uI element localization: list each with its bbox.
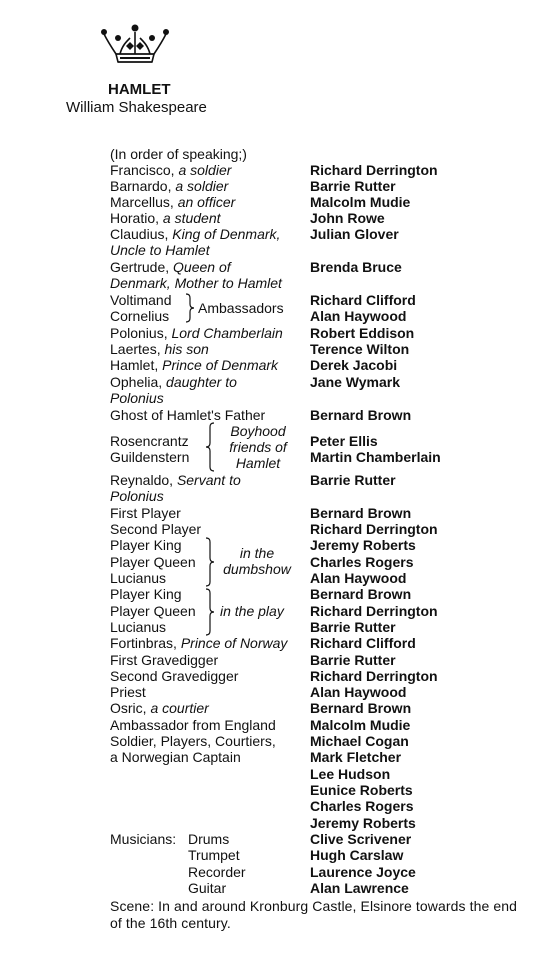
actor-name: Bernard Brown [310,700,412,716]
actor-name: Bernard Brown [310,407,412,423]
role-line-continued [110,242,210,258]
actor-name: Terence Wilton [310,341,410,357]
actor-name: Richard Clifford [310,635,416,651]
musicians-label: Musicians: [110,831,177,847]
role-name: Soldier, Players, Courtiers, [110,733,276,749]
actor-name: Hugh Carslaw [310,847,404,863]
role-description: a courtier [150,700,209,716]
role-name: Lucianus [110,570,167,586]
role-description: Prince of Norway [180,635,288,651]
role-name: Guildenstern [110,449,190,465]
role-line [110,178,228,194]
role-name: Player King [110,537,182,553]
role-name: Second Player [110,521,202,537]
role-line [110,325,283,341]
role-line [110,635,287,651]
role-name: Gertrude, [110,259,170,275]
ambassadors-label: Ambassadors [198,300,284,316]
actor-name: Julian Glover [310,226,399,242]
role-name: Cornelius [110,308,170,324]
role-line [110,226,280,242]
actor-name: Jane Wymark [310,374,401,390]
role-name: Ophelia, [110,374,163,390]
instrument-name: Trumpet [188,847,240,863]
role-name: Player Queen [110,554,196,570]
role-line [110,259,231,275]
actor-name: Michael Cogan [310,733,409,749]
actor-name: Malcolm Mudie [310,194,411,210]
instrument-name: Guitar [188,880,227,896]
actor-name: Alan Haywood [310,570,407,586]
instrument-name: Drums [188,831,230,847]
actor-name: Lee Hudson [310,766,391,782]
role-line [110,374,237,390]
role-line-continued [110,275,282,291]
actor-name: Barrie Rutter [310,652,396,668]
role-name: Ghost of Hamlet's Father [110,407,266,423]
actor-name: Malcolm Mudie [310,717,411,733]
role-description: a student [162,210,221,226]
role-line [110,341,209,357]
role-line [110,357,278,373]
role-description: Polonius [110,488,164,504]
actor-name: Richard Derrington [310,162,438,178]
role-name: Lucianus [110,619,167,635]
role-name: Second Gravedigger [110,668,239,684]
role-line [110,700,209,716]
actor-name: Eunice Roberts [310,782,413,798]
role-description: daughter to [166,374,237,390]
role-name: First Player [110,505,181,521]
role-line [110,210,221,226]
order-note: (In order of speaking;) [110,146,247,162]
instrument-name: Recorder [188,864,246,880]
role-name: Hamlet, [110,357,159,373]
role-line-continued [110,390,164,406]
actor-name: Peter Ellis [310,433,378,449]
actor-name: Bernard Brown [310,586,412,602]
brace-icon [204,422,216,472]
actor-name: Richard Clifford [310,292,416,308]
actor-name: Clive Scrivener [310,831,412,847]
role-line [110,472,241,488]
brace-icon [204,588,218,636]
boyhood-label: Boyhood friends of Hamlet [229,423,287,471]
role-description: an officer [177,194,236,210]
actor-name: Richard Derrington [310,668,438,684]
role-name: Player King [110,586,182,602]
actor-name: Richard Derrington [310,521,438,537]
actor-name: Jeremy Roberts [310,815,416,831]
role-name: Horatio, [110,210,160,226]
actor-name: Robert Eddison [310,325,415,341]
play-title: HAMLET [108,81,171,98]
actor-name: Charles Rogers [310,798,414,814]
role-description: Uncle to Hamlet [110,242,210,258]
role-name: First Gravedigger [110,652,219,668]
actor-name: Mark Fletcher [310,749,402,765]
role-name: Player Queen [110,603,196,619]
actor-name: Alan Haywood [310,684,407,700]
actor-name: Laurence Joyce [310,864,416,880]
role-name: Marcellus, [110,194,174,210]
role-description: a soldier [178,162,232,178]
role-description: Queen of [173,259,231,275]
actor-name: Barrie Rutter [310,472,396,488]
role-name: Francisco, [110,162,175,178]
role-description: Prince of Denmark [162,357,279,373]
actor-name: Martin Chamberlain [310,449,441,465]
role-description: Servant to [176,472,241,488]
actor-name: Brenda Bruce [310,259,402,275]
actor-name: Barrie Rutter [310,619,396,635]
actor-name: Alan Haywood [310,308,407,324]
actor-name: Charles Rogers [310,554,414,570]
actor-name: Derek Jacobi [310,357,398,373]
role-description: King of Denmark, [172,226,281,242]
role-name: Osric, [110,700,147,716]
role-name: Ambassador from England [110,717,276,733]
actor-name: Richard Derrington [310,603,438,619]
role-name: Rosencrantz [110,433,189,449]
role-line-continued [110,488,164,504]
in-the-play-label: in the play [220,603,284,619]
role-name: Fortinbras, [110,635,177,651]
role-name: Barnardo, [110,178,172,194]
role-name: a Norwegian Captain [110,749,241,765]
brace-icon [204,537,218,587]
actor-name: Jeremy Roberts [310,537,416,553]
dumbshow-label: in the dumbshow [223,545,291,577]
role-description: Denmark, Mother to Hamlet [110,275,282,291]
author-name: William Shakespeare [66,99,207,116]
role-name: Laertes, [110,341,161,357]
role-line [110,194,235,210]
role-description: his son [164,341,209,357]
actor-name: John Rowe [310,210,385,226]
role-name: Claudius, [110,226,169,242]
brace-icon [184,293,196,323]
role-name: Reynaldo, [110,472,174,488]
actor-name: Bernard Brown [310,505,412,521]
role-description: Lord Chamberlain [171,325,283,341]
scene-description: Scene: In and around Kronburg Castle, Elsinore towards the end of the 16th century. [110,898,518,931]
actor-name: Barrie Rutter [310,178,396,194]
role-description: Polonius [110,390,164,406]
role-name: Voltimand [110,292,172,308]
role-line [110,162,231,178]
role-name: Polonius, [110,325,168,341]
role-name: Priest [110,684,146,700]
role-description: a soldier [175,178,229,194]
actor-name: Alan Lawrence [310,880,409,896]
